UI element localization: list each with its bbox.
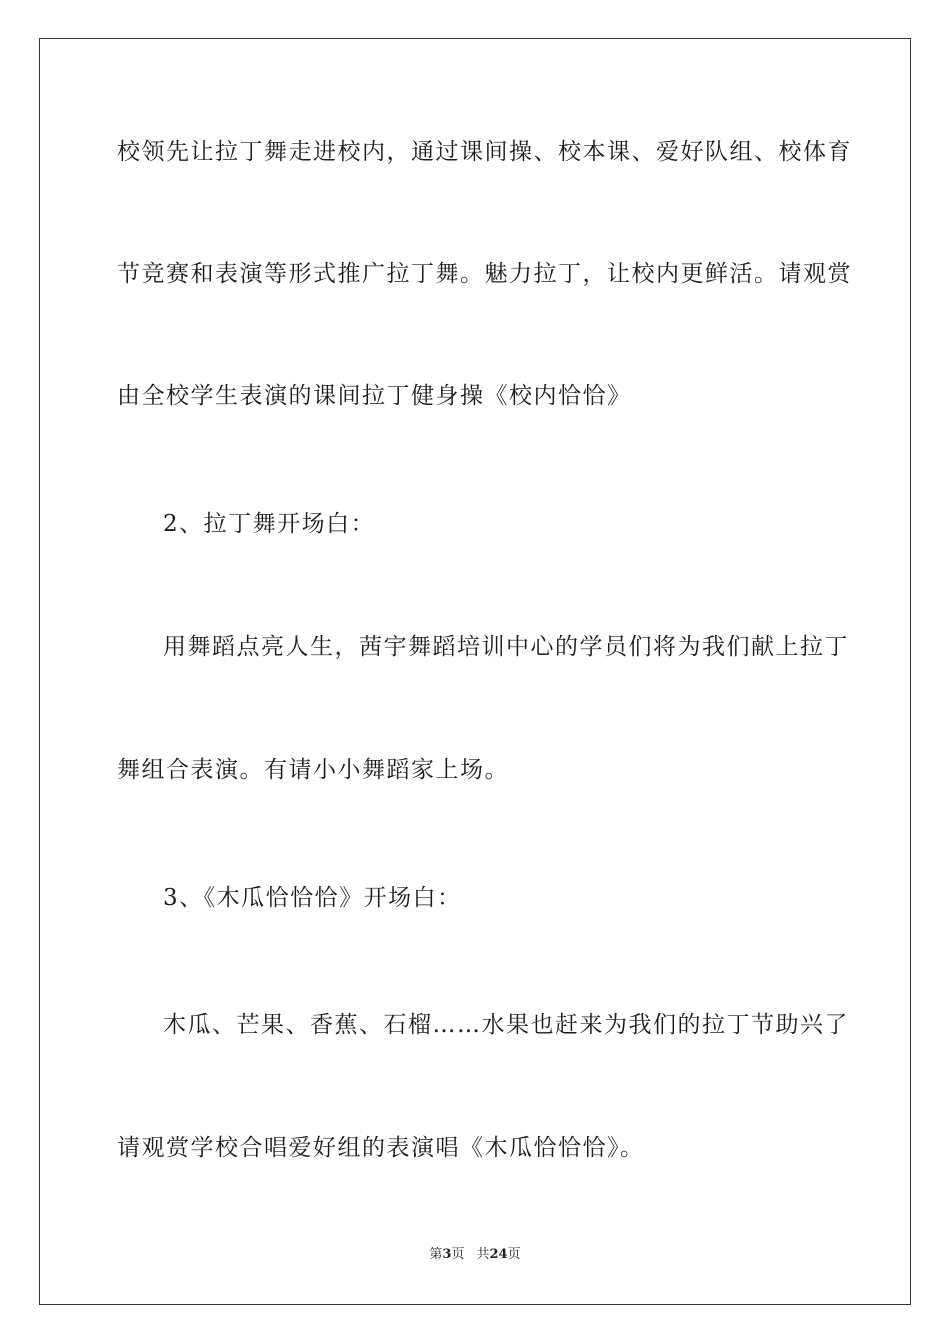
footer-total-pages: 24 (489, 1247, 508, 1262)
footer-total-suffix: 页 (507, 1247, 521, 1262)
section-heading-2: 2、拉丁舞开场白： (163, 511, 376, 537)
footer-page-suffix: 页 (451, 1247, 465, 1262)
footer-page-number: 3 (442, 1247, 452, 1262)
footer-total-prefix: 共 (476, 1247, 490, 1262)
paragraph-line: 用舞蹈点亮人生，茜宇舞蹈培训中心的学员们将为我们献上拉丁 (163, 634, 849, 660)
paragraph-line: 舞组合表演。有请小小舞蹈家上场。 (117, 757, 509, 783)
page-footer (0, 1246, 950, 1264)
footer-page-prefix: 第 (429, 1247, 443, 1262)
paragraph-line: 木瓜、芒果、香蕉、石榴……水果也赶来为我们的拉丁节助兴了 (163, 1012, 849, 1038)
page-border (39, 38, 911, 1305)
paragraph-line: 校领先让拉丁舞走进校内，通过课间操、校本课、爱好队组、校体育 (117, 139, 852, 165)
paragraph-line: 节竞赛和表演等形式推广拉丁舞。魅力拉丁，让校内更鲜活。请观赏 (117, 261, 852, 287)
section-heading-3: 3、《木瓜恰恰恰》开场白： (163, 885, 462, 911)
paragraph-line: 请观赏学校合唱爱好组的表演唱《木瓜恰恰恰》。 (117, 1135, 645, 1161)
paragraph-line: 由全校学生表演的课间拉丁健身操《校内恰恰》 (117, 383, 632, 409)
